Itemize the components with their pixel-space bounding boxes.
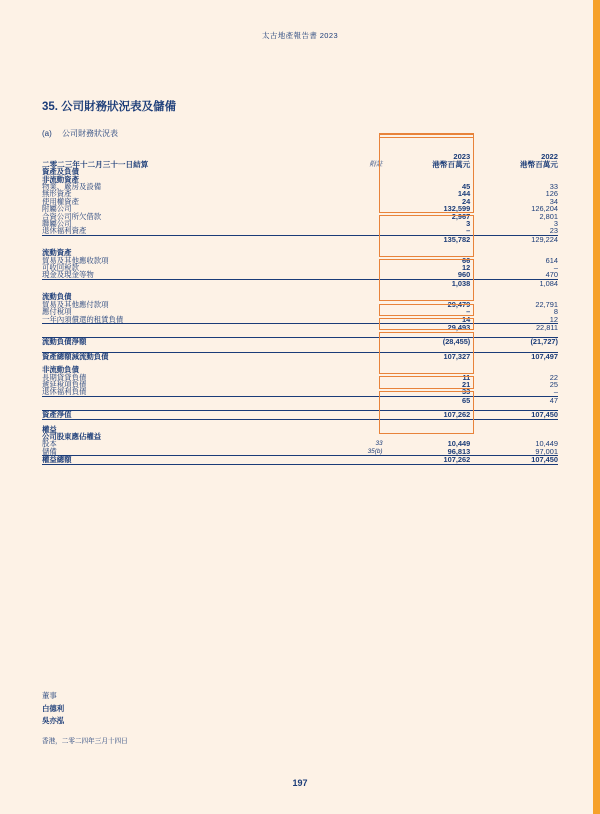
row-label: 退休福利負債 (42, 387, 87, 397)
row-note (326, 271, 383, 279)
table-row (42, 198, 558, 205)
row-note (326, 168, 383, 175)
row-label: 聯屬公司 (42, 219, 72, 229)
row-value-2022: (21,727) (470, 338, 558, 346)
row-value-2023: 107,262 (383, 411, 471, 419)
row-value-2023: – (466, 226, 471, 236)
row-note (326, 279, 383, 287)
row-value-2023 (383, 426, 471, 433)
row-label: 儲備 (42, 446, 57, 456)
row-value-2023: 2,967 (451, 211, 471, 221)
column-header-2022: 2022 (541, 152, 558, 161)
table-row (42, 257, 558, 264)
signature-role: 董事 (42, 691, 57, 700)
table-row (42, 316, 558, 324)
row-note (326, 308, 383, 315)
row-value-2022: 22 (549, 372, 558, 382)
row-value-2022: 1,084 (470, 279, 558, 287)
row-value-2023: 107,327 (383, 352, 471, 360)
row-value-2022: 107,450 (470, 456, 558, 464)
row-label: 一年內須償還的租賃負債 (42, 314, 124, 324)
row-label (42, 323, 326, 331)
row-label: 物業、廠房及設備 (42, 182, 102, 191)
row-value-2022 (470, 249, 558, 256)
row-label: 非流動資產 (42, 174, 79, 184)
table-row (42, 227, 558, 235)
row-note (326, 374, 383, 381)
row-value-2023: 12 (462, 263, 471, 273)
row-label: 現金及現金等物 (42, 270, 94, 280)
table-row (42, 374, 558, 381)
row-value-2022: 47 (470, 396, 558, 404)
row-value-2022 (470, 168, 558, 175)
row-label: 使用權資產 (42, 196, 79, 206)
row-note: 33 (375, 440, 383, 448)
row-value-2023 (383, 249, 471, 256)
table-row (42, 456, 558, 464)
row-value-2023: – (466, 307, 471, 317)
row-value-2023: 10,449 (447, 439, 471, 449)
column-header-note: 附註 (369, 160, 383, 168)
table-body (42, 168, 558, 464)
row-note (326, 366, 383, 373)
row-label: 退休福利資產 (42, 226, 87, 236)
financial-position-table (42, 153, 558, 465)
row-value-2023: 14 (462, 314, 471, 324)
row-note (326, 433, 383, 440)
row-note (326, 264, 383, 271)
table-row (42, 396, 558, 404)
row-value-2022: 97,001 (535, 446, 558, 456)
row-value-2023: 107,262 (383, 456, 471, 464)
row-value-2023 (383, 168, 471, 175)
table-row (42, 338, 558, 346)
row-note (326, 352, 383, 360)
table-row (42, 183, 558, 190)
signatory-name-1: 白德利 (42, 704, 65, 714)
column-header-2023: 2023 (453, 152, 471, 161)
signatory-name-2: 吳亦泓 (42, 716, 65, 726)
table-row (42, 352, 558, 360)
row-label: 合資公司所欠借款 (42, 211, 102, 221)
row-note (326, 426, 383, 433)
row-value-2023: 33 (462, 387, 471, 397)
row-note (326, 323, 383, 331)
row-value-2022: 10,449 (535, 439, 558, 449)
row-value-2022: 25 (549, 379, 558, 389)
row-value-2022: 107,450 (470, 411, 558, 419)
row-note (326, 456, 383, 464)
row-label: 權益 (42, 424, 57, 434)
row-note (326, 176, 383, 183)
table-row (42, 205, 558, 212)
row-value-2022: 12 (549, 314, 558, 324)
table-row (42, 168, 558, 175)
table-row (42, 448, 558, 456)
row-value-2023 (383, 366, 471, 373)
page-edge-bar (593, 0, 600, 814)
row-note (326, 190, 383, 197)
row-label: 可收回稅款 (42, 263, 79, 273)
column-header-period: 二零二三年十二月三十一日結算 (42, 159, 149, 169)
page-number: 197 (292, 778, 308, 788)
table-row (42, 279, 558, 287)
row-value-2023: 24 (462, 196, 471, 206)
row-label (42, 279, 326, 287)
row-value-2022 (470, 366, 558, 373)
row-label: 流動負債 (42, 292, 72, 302)
table-row (42, 301, 558, 308)
row-value-2022: 2,801 (539, 211, 558, 221)
row-value-2023: 1,038 (383, 279, 471, 287)
row-label: 資產總額減流動負債 (42, 352, 326, 360)
row-value-2023: 21 (462, 379, 471, 389)
table-header-unit (42, 161, 558, 169)
row-note (326, 257, 383, 264)
row-note (326, 205, 383, 212)
table-row (42, 249, 558, 256)
row-note (326, 301, 383, 308)
row-value-2022: 3 (553, 219, 558, 229)
row-value-2023: 65 (383, 396, 471, 404)
row-note (326, 227, 383, 235)
row-label: 無形資產 (42, 189, 72, 199)
row-label: 流動資產 (42, 248, 72, 258)
table-row (42, 213, 558, 220)
page-content (42, 98, 558, 465)
row-value-2023: 132,599 (443, 204, 471, 214)
row-note (326, 213, 383, 220)
row-value-2022: 126 (545, 189, 558, 199)
table-row (42, 411, 558, 419)
row-label: 股本 (42, 439, 57, 449)
row-note (326, 198, 383, 205)
row-label: 資產及負債 (42, 167, 79, 177)
row-note (326, 183, 383, 190)
signature-place-date: 香港，二零二四年三月十四日 (42, 737, 128, 745)
row-value-2023: 3 (466, 219, 471, 229)
row-value-2023: 960 (457, 270, 471, 280)
row-value-2023: 66 (462, 255, 471, 265)
row-value-2023: 29,493 (383, 323, 471, 331)
table-row (42, 264, 558, 271)
row-value-2023: 11 (462, 372, 471, 382)
row-note (326, 396, 383, 404)
row-value-2022: 614 (545, 255, 558, 265)
signature-block (42, 690, 128, 748)
row-value-2022: – (553, 387, 558, 397)
row-value-2023: 45 (462, 182, 471, 191)
row-label: 資產淨值 (42, 411, 326, 419)
row-value-2022: 129,224 (470, 235, 558, 243)
row-value-2022: 107,497 (470, 352, 558, 360)
row-value-2023: 96,813 (447, 446, 471, 456)
row-label: 公司股東應佔權益 (42, 431, 102, 441)
row-value-2022: 23 (549, 226, 558, 236)
subsection-label: (a) (42, 129, 52, 138)
row-note (326, 316, 383, 324)
subsection-title: 公司財務狀況表 (62, 129, 118, 138)
table-row (42, 440, 558, 447)
page-title: 35. 公司財務狀況表及儲備 (42, 101, 177, 113)
table-row (42, 271, 558, 279)
column-unit-2022: 港幣百萬元 (520, 159, 558, 169)
running-header: 太古地產報告書 2023 (261, 31, 339, 40)
row-value-2022: 8 (553, 307, 558, 317)
subsection-heading (42, 128, 558, 139)
row-value-2022: 33 (549, 182, 558, 191)
table-row (42, 323, 558, 331)
row-value-2022: 34 (549, 196, 558, 206)
row-label: 非流動負債 (42, 365, 79, 375)
row-note (326, 338, 383, 346)
row-label: 應付稅項 (42, 307, 72, 317)
row-label: 附屬公司 (42, 204, 72, 214)
table-row (42, 433, 558, 440)
row-label: 貿易及其他應付款項 (42, 299, 109, 309)
row-label: 流動負債淨額 (42, 338, 326, 346)
row-label (42, 396, 326, 404)
row-label: 權益總額 (42, 456, 326, 464)
row-value-2023: (28,455) (383, 338, 471, 346)
row-value-2023: 29,479 (447, 299, 471, 309)
table-row (42, 388, 558, 396)
table-row (42, 366, 558, 373)
row-value-2022: 126,204 (531, 204, 558, 214)
row-value-2022: – (553, 263, 558, 273)
row-value-2022 (470, 426, 558, 433)
table-row (42, 190, 558, 197)
table-row (42, 235, 558, 243)
row-value-2022: 470 (545, 270, 558, 280)
row-label: 遞延稅項負債 (42, 379, 87, 389)
row-note (326, 235, 383, 243)
row-value-2022 (470, 176, 558, 183)
column-unit-2023: 港幣百萬元 (432, 159, 471, 169)
row-note (326, 388, 383, 396)
row-note (326, 249, 383, 256)
row-value-2022: 22,791 (535, 299, 558, 309)
table-row (42, 381, 558, 388)
row-note (326, 411, 383, 419)
row-label (42, 235, 326, 243)
row-note (326, 220, 383, 227)
table-row (42, 426, 558, 433)
table-row (42, 220, 558, 227)
table-row (42, 176, 558, 183)
row-value-2023: 144 (457, 189, 471, 199)
table-row (42, 293, 558, 300)
row-value-2023: 135,782 (383, 235, 471, 243)
row-value-2023 (383, 176, 471, 183)
row-label: 長期貸貸負債 (42, 372, 87, 382)
row-label: 貿易及其他應收款項 (42, 255, 109, 265)
row-note (326, 381, 383, 388)
row-note: 35(b) (367, 447, 383, 455)
row-value-2022: 22,811 (470, 323, 558, 331)
row-note (326, 293, 383, 300)
